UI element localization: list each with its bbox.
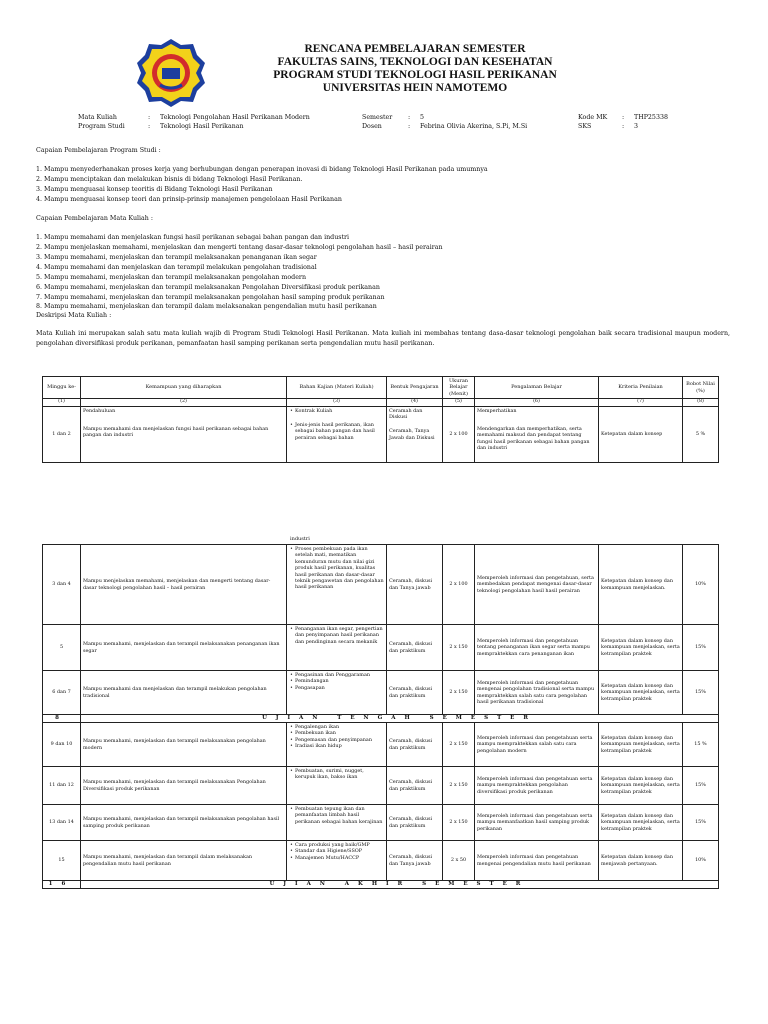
colon: : [408,123,411,130]
header-line-4: UNIVERSITAS HEIN NAMOTEMO [322,82,508,94]
bahan-cell [287,545,387,625]
cpmk-item: 2. Mampu menjelaskan memahami, menjelaskan dan mengerti tentang dasar-dasar teknologi pengolahan hasil – hasil perairan [36,244,443,251]
cpmk-item: 8. Mampu memahami, menjelaskan dan terampil dalam melaksanakan pengendalian mutu hasil perikanan [36,303,377,310]
semester-label: Semester [362,114,393,121]
prodi-value: Teknologi Hasil Perikanan [160,123,244,130]
kriteria-cell: Ketepatan dalam konsep dan kemampuan menjelaskan, serta ketrampilan praktek [599,723,683,767]
cpl-item: 1. Mampu menyederhanakan proses kerja yang berhubungan dengan penerapan inovasi di bidang Teknologi Hasil Perikanan pada umumnya [36,166,488,173]
bahan-item: • Pengasinan dan Penggaraman [289,672,384,678]
kemampuan-cell: Mampu memahami, menjelaskan dan terampil melaksanakan pengolahan modern [81,723,287,767]
kriteria-cell: Ketepatan dalam konsep dan kemampuan menjelaskan, serta ketrampilan praktek [599,671,683,715]
week-cell: 9 dan 10 [43,723,81,767]
pengalaman-text: Mendengarkan dan memperhatikan, serta memahami maksud dan pendapat tentang fungsi hasil perikanan sebagai bahan pangan dan industri [477,426,590,452]
kriteria-cell: Ketepatan dalam konsep dan kemampuan menjelaskan, serta ketrampilan praktek [599,767,683,805]
bahan-cell [287,671,387,715]
bahan-item: • Pengasapan [289,685,384,691]
table-row [43,767,719,805]
exam-label: UJIAN TENGAH SEMESTER [81,715,719,723]
prodi-label: Program Studi [78,123,125,130]
kemampuan-cell: Mampu memahami, menjelaskan dan terampil melaksanakan pengolahan hasil samping produk perikanan [81,805,287,841]
waktu-cell: 2 x 150 [443,625,475,671]
week-cell: 16 [43,881,81,889]
pengalaman-cell: Memperoleh informasi dan pengetahuan mengenai pengendalian mutu hasil perikanan [475,841,599,881]
kriteria-cell: Ketepatan dalam konsep [599,406,683,462]
bentuk-text: Ceramah dan Diskusi [389,407,423,421]
bahan-item: • Pengalengan ikan [289,724,384,730]
pengalaman-cell: Memperoleh informasi dan pengetahuan, serta membedakan pendapat mengenai dasar-dasar teknologi pengolahan hasil hasil perairan [475,545,599,625]
deskripsi-title: Deskripsi Mata Kuliah : [36,312,112,319]
cpmk-title: Capaian Pembelajaran Mata Kuliah : [36,215,153,222]
bahan-item: • Pembekuan ikan [289,730,384,736]
colon: : [622,123,625,130]
colon: : [148,114,151,121]
bahan-cell [287,723,387,767]
table-row [43,671,719,715]
bahan-item: • Cara produksi yang baik/GMP [289,842,384,848]
kemampuan-text: Mampu memahami dan menjelaskan fungsi hasil perikanan sebagai bahan pangan dan industri [83,426,269,439]
kemampuan-title: Pendahuluan [83,407,116,414]
header-line-1: RENCANA PEMBELAJARAN SEMESTER [304,43,526,55]
col-number: (1) [43,399,81,406]
exam-row [43,715,719,723]
week-cell: 13 dan 14 [43,805,81,841]
week-cell: 5 [43,625,81,671]
week-cell: 3 dan 4 [43,545,81,625]
table-row [43,625,719,671]
rps-table-page-2 [42,544,719,889]
waktu-cell: 2 x 150 [443,767,475,805]
kemampuan-cell: Mampu menjelaskan memahami, menjelaskan dan mengerti tentang dasar-dasar teknologi pengolahan hasil – hasil perairan [81,545,287,625]
bahan-item: • Kontrak Kuliah [289,408,384,414]
header-bentuk: Bentuk Pengajaran [387,377,443,399]
university-logo-icon [136,38,206,108]
waktu-cell: 2 x 150 [443,805,475,841]
waktu-cell: 2 x 150 [443,723,475,767]
cpmk-item: 5. Mampu memahami, menjelaskan dan terampil melaksanakan pengolahan modern [36,274,307,281]
header-line-3: PROGRAM STUDI TEKNOLOGI HASIL PERIKANAN [273,69,557,81]
kemampuan-cell: Mampu memahami, menjelaskan dan terampil dalam melaksanakan pengendalian mutu hasil perikanan [81,841,287,881]
bahan-item: • Pembuatan, surimi, nugget, kerupuk ikan, bakso ikan [289,768,384,781]
table-row [43,545,719,625]
table-row [43,723,719,767]
bahan-item: • Jenis-jenis hasil perikanan, ikan sebagai bahan pangan dan hasil perairan sebagai bahan [289,422,384,441]
bobot-cell: 15% [683,625,719,671]
week-cell: 15 [43,841,81,881]
header-pengalaman: Pengalaman Belajar [475,377,599,399]
col-number: (7) [599,399,683,406]
header-kemampuan: Kemampuan yang diharapkan [81,377,287,399]
bahan-cell [287,805,387,841]
kriteria-cell: Ketepatan dalam konsep dan kemampuan menjelaskan, serta ketrampilan praktek [599,625,683,671]
week-cell: 1 dan 2 [43,406,81,462]
bahan-item: • Pengemasan dan penyimpanan [289,737,384,743]
exam-row [43,881,719,889]
sks-label: SKS [578,123,592,130]
table-row [43,406,719,462]
bobot-cell: 15% [683,805,719,841]
pengalaman-cell [475,406,599,462]
kriteria-cell: Ketepatan dalam konsep dan kemampuan menjelaskan, serta ketrampilan praktek [599,805,683,841]
bahan-cell [287,625,387,671]
bentuk-text: Ceramah, Tanya Jawab dan Diskusi [389,428,435,441]
pengalaman-cell: Memperoleh informasi dan pengetahuan serta mampu memanfaatkan hasil samping produk perikanan [475,805,599,841]
mk-label: Mata Kuliah [78,114,117,121]
bahan-item: • Pemindangan [289,678,384,684]
bahan-item: • Penanganan ikan segar, pengertian dan penyimpanan hasil perikanan dan pendinginan secara mekanik [289,626,384,645]
exam-label: UJIAN AKHIR SEMESTER [81,881,719,889]
waktu-cell: 2 x 50 [443,841,475,881]
header-bahan: Bahan Kajian (Materi Kuliah) [287,377,387,399]
bahan-cell [287,767,387,805]
waktu-cell: 2 x 100 [443,545,475,625]
kriteria-cell: Ketepatan dalam konsep dan kemampuan menjelaskan. [599,545,683,625]
bobot-cell: 15% [683,671,719,715]
cpl-item: 3. Mampu menguasai konsep teoritis di Bidang Teknologi Hasil Perikanan [36,186,273,193]
pengalaman-cell: Memperoleh informasi dan pengetahuan serta mampu mempraktekkan salah satu cara pengolahan modern [475,723,599,767]
waktu-cell: 2 x 100 [443,406,475,462]
kriteria-cell: Ketepatan dalam konsep dan menjawab pertanyaan. [599,841,683,881]
week-cell: 8 [43,715,81,723]
bahan-cell [287,841,387,881]
pengalaman-cell: Memperoleh informasi dan pengetahuan tentang penanganan ikan segar serta mampu mempraktekkan cara penanganan ikan [475,625,599,671]
bentuk-cell: Ceramah, diskusi dan praktikum [387,805,443,841]
bahan-item: • Pembuatan tepung ikan dan pemanfaatan limbah hasil perikanan sebagai bahan kerajinan [289,806,384,825]
pengalaman-cell: Memperoleh informasi dan pengetahuan mengenai pengolahan tradisional serta mampu mempraktekkan salah satu cara pengolahan hasil perikanan tradisional [475,671,599,715]
header-line-2: FAKULTAS SAINS, TEKNOLOGI DAN KESEHATAN [277,56,553,68]
deskripsi-text: Mata Kuliah ini merupakan salah satu mata kuliah wajib di Program Studi Teknologi Hasil Perikanan. Mata kuliah ini membahas tentang dasa-dasar teknologi pengolahan baik secara tradisional maupun modern, pengolahan diversifikasi produk perikanan, pemanfaatan hasil samping perikanan serta pengendalian mutu hasil perikanan. [36,330,730,347]
col-number: (5) [443,399,475,406]
header-bobot: Bobot Nilai (%) [683,377,719,399]
kode-value: THP25338 [634,114,668,121]
bobot-cell: 15% [683,767,719,805]
semester-value: 5 [420,114,425,121]
table-row [43,841,719,881]
dosen-value: Febrina Olivia Akerina, S.Pi, M.Si [420,123,528,130]
bobot-cell: 5 % [683,406,719,462]
dosen-label: Dosen [362,123,382,130]
kemampuan-cell [81,406,287,462]
pengalaman-cell: Memperoleh informasi dan pengetahuan serta mampu mempraktekkan pengolahan diversifikasi produk perikanan [475,767,599,805]
bentuk-cell: Ceramah, diskusi dan praktikum [387,723,443,767]
cpmk-item: 7. Mampu memahami, menjelaskan dan terampil melaksanakan pengolahan hasil samping produk perikanan [36,294,385,301]
cpl-item: 4. Mampu menguasai konsep teori dan prinsip-prinsip manajemen pengelolaan Hasil Perikanan [36,196,342,203]
waktu-cell: 2 x 150 [443,671,475,715]
kemampuan-cell: Mampu memahami dan menjelaskan dan terampil melakukan pengolahan tradisional [81,671,287,715]
cpmk-item: 3. Mampu memahami, menjelaskan dan terampil melaksanakan penanganan ikan segar [36,254,317,261]
cpmk-item: 1. Mampu memahami dan menjelaskan fungsi hasil perikanan sebagai bahan pangan dan industri [36,234,350,241]
mk-value: Teknologi Pengolahan Hasil Perikanan Modern [160,114,310,121]
bahan-item: • Manajemen Mutu/HACCP [289,855,384,861]
colon: : [622,114,625,121]
colon: : [408,114,411,121]
carry-over-text: industri [290,536,310,542]
col-number: (8) [683,399,719,406]
header-kriteria: Kriteria Penilaian [599,377,683,399]
kode-label: Kode MK [578,114,608,121]
col-number: (2) [81,399,287,406]
col-number: (3) [287,399,387,406]
kemampuan-cell: Mampu memahami, menjelaskan dan terampil melaksanakan Pengolahan Diversifikasi produk perikanan [81,767,287,805]
cpl-item: 2. Mampu menciptakan dan melakukan bisnis di bidang Teknologi Hasil Perikanan. [36,176,303,183]
week-cell: 6 dan 7 [43,671,81,715]
header-minggu: Minggu ke- [43,377,81,399]
table-row [43,805,719,841]
cpmk-item: 6. Mampu memahami, menjelaskan dan terampil melaksanakan Pengolahan Diversifikasi produk perikanan [36,284,380,291]
bobot-cell: 10% [683,841,719,881]
bahan-item: • Iradiasi ikan hidup [289,743,384,749]
bobot-cell: 10% [683,545,719,625]
cpmk-item: 4. Mampu memahami dan menjelaskan dan terampil melakukan pengolahan tradisional [36,264,317,271]
header-waktu: Ukuran Belajar (Menit) [443,377,475,399]
bentuk-cell: Ceramah, diskusi dan praktikum [387,625,443,671]
bobot-cell: 15 % [683,723,719,767]
colon: : [148,123,151,130]
sks-value: 3 [634,123,639,130]
col-number: (4) [387,399,443,406]
bentuk-cell: Ceramah, diskusi dan praktikum [387,671,443,715]
rps-table-page-1 [42,376,719,463]
cpl-title: Capaian Pembelajaran Program Studi : [36,147,161,154]
bentuk-cell: Ceramah, diskusi dan Tanya jawab [387,841,443,881]
bentuk-cell: Ceramah, diskusi dan Tanya jawab [387,545,443,625]
col-number: (6) [475,399,599,406]
bahan-cell [287,406,387,462]
bentuk-cell [387,406,443,462]
kemampuan-cell: Mampu memahami, menjelaskan dan terampil melaksanakan penanganan ikan segar [81,625,287,671]
bahan-item: • Standar dan Higiene/SSOP [289,848,384,854]
bahan-item: • Proses pembekuan pada ikan setelah mati, mematikan kemunduran mutu dan nilai gizi produk hasil perikanan, kualitas hasil perikanan dan dasar-dasar teknik pengawetan dan pengolahan hasil perikanan [289,546,384,591]
pengalaman-text: Memperhatikan [477,407,517,414]
week-cell: 11 dan 12 [43,767,81,805]
bentuk-cell: Ceramah, diskusi dan praktikum [387,767,443,805]
